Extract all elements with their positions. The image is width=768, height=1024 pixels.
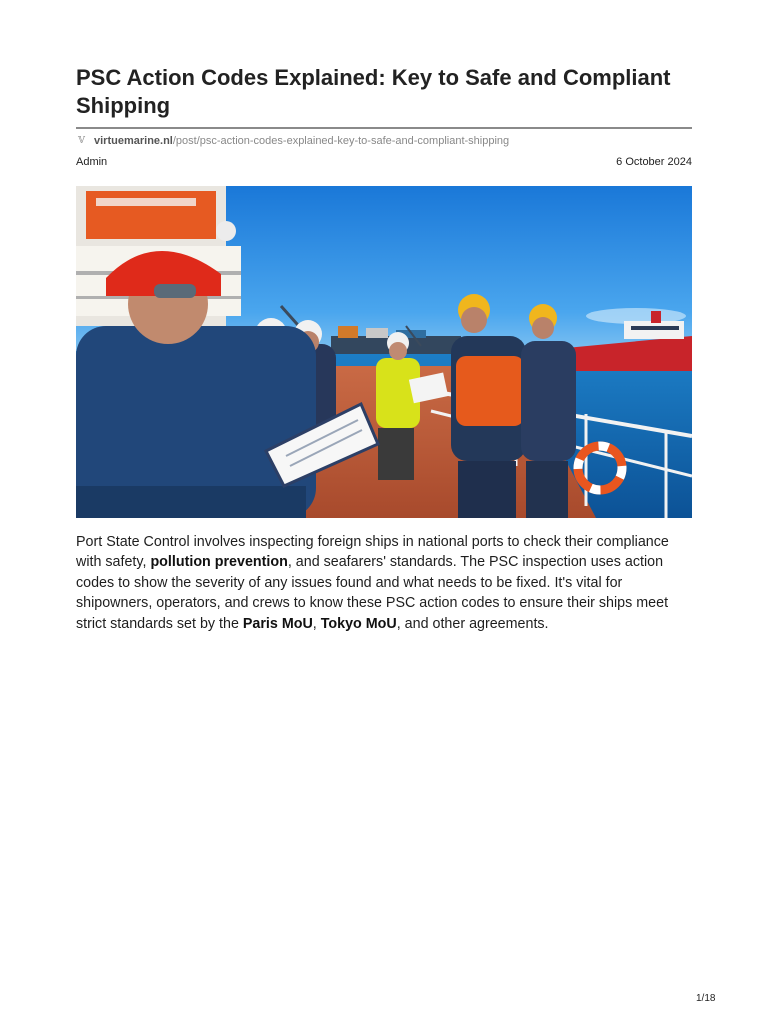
page-number: 1/18 xyxy=(696,993,716,1004)
source-domain[interactable]: virtuemarine.nl xyxy=(94,135,173,147)
paris-mou-link[interactable]: Paris MoU xyxy=(242,615,313,632)
hero-image xyxy=(76,186,692,518)
ship-deck-inspection-photo xyxy=(76,186,692,518)
paragraph-text-1: Port State Control involves inspecting foreign ships in national ports to check their compliance with safety, xyxy=(76,534,669,571)
pollution-prevention-link[interactable]: pollution prevention xyxy=(150,554,288,571)
source-path[interactable]: /post/psc-action-codes-explained-key-to-safe-and-compliant-shipping xyxy=(172,135,510,147)
paragraph-text-2: , and seafarers' standards. The PSC inspection uses action codes to show the severity of any issues found and what needs to be fixed. It's vital for shipowners, operators, and crews to know these PSC action codes to ensure their ships meet strict standards set by the xyxy=(76,554,669,632)
vm-logo-icon: 𝕍 xyxy=(78,136,85,146)
publish-date: 6 October 2024 xyxy=(616,156,692,168)
title-divider xyxy=(76,127,692,129)
source-url[interactable] xyxy=(76,133,509,149)
article-meta xyxy=(76,156,692,170)
author-name: Admin xyxy=(76,156,108,168)
page-title: PSC Action Codes Explained: Key to Safe and Compliant Shipping xyxy=(76,65,671,118)
paragraph-text-3: , xyxy=(312,615,321,632)
tokyo-mou-link[interactable]: Tokyo MoU xyxy=(320,615,397,632)
intro-paragraph xyxy=(76,532,696,634)
paragraph-text-4: , and other agreements. xyxy=(396,615,549,632)
